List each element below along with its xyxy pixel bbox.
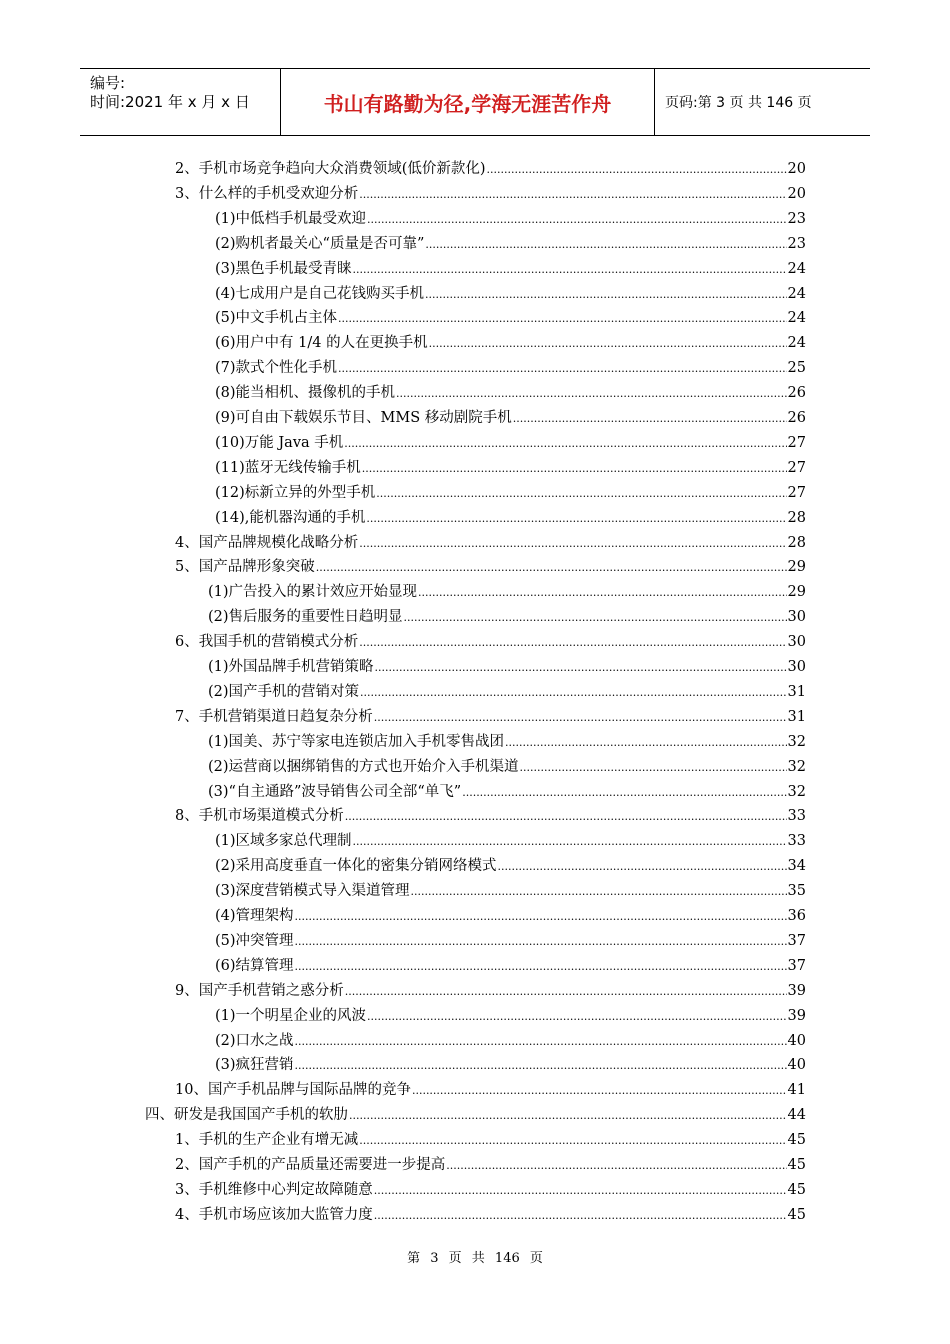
toc-entry[interactable]	[215, 357, 806, 379]
toc-entry-title: (3)疯狂营销	[215, 1057, 294, 1074]
toc-entry[interactable]	[208, 581, 806, 603]
header-page-info: 页码:第 3 页 共 146 页	[665, 95, 812, 111]
toc-entry-page: 33	[787, 808, 806, 825]
toc-entry-page: 24	[787, 260, 806, 277]
toc-entry-title: 10、国产手机品牌与国际品牌的竞争	[175, 1082, 411, 1099]
toc-entry-title: (2)售后服务的重要性日趋明显	[208, 609, 403, 626]
toc-dot-leader	[359, 1129, 786, 1152]
toc-entry-title: 6、我国手机的营销模式分析	[175, 634, 359, 651]
toc-entry[interactable]	[215, 1054, 806, 1076]
toc-dot-leader	[366, 507, 786, 530]
toc-entry-page: 23	[787, 210, 806, 227]
toc-entry-page: 33	[787, 833, 806, 850]
toc-entry-page: 32	[787, 783, 806, 800]
toc-entry-page: 24	[787, 285, 806, 302]
toc-entry-title: (1)广告投入的累计效应开始显现	[208, 584, 418, 601]
header-date: 时间:2021 年 x 月 x 日	[90, 93, 250, 111]
toc-dot-leader	[353, 258, 787, 281]
toc-dot-leader	[374, 706, 787, 729]
toc-entry[interactable]	[175, 158, 806, 180]
toc-entry-title: (5)中文手机占主体	[215, 310, 338, 327]
toc-entry-title: (2)国产手机的营销对策	[208, 683, 360, 700]
toc-dot-leader	[360, 681, 787, 704]
toc-entry-title: (6)用户中有 1/4 的人在更换手机	[215, 335, 428, 352]
toc-dot-leader	[418, 581, 787, 604]
toc-entry-title: (2)采用高度垂直一体化的密集分销网络模式	[215, 858, 497, 875]
toc-entry[interactable]	[215, 507, 806, 529]
toc-entry-title: (7)款式个性化手机	[215, 360, 338, 377]
toc-entry-title: 2、国产手机的产品质量还需要进一步提高	[175, 1157, 446, 1173]
toc-entry-title: (9)可自由下载娱乐节目、MMS 移动剧院手机	[215, 410, 512, 426]
page-footer: 第 3 页 共 146 页	[407, 1251, 543, 1266]
toc-entry-title: 7、手机营销渠道日趋复杂分析	[175, 708, 373, 725]
toc-entry-page: 27	[787, 434, 806, 451]
toc-entry-title: (4)七成用户是自己花钱购买手机	[215, 285, 425, 302]
toc-entry-page: 45	[787, 1206, 806, 1223]
toc-dot-leader	[498, 855, 787, 878]
toc-entry-title: 1、手机的生产企业有增无减	[175, 1132, 359, 1149]
toc-entry[interactable]	[208, 731, 806, 753]
toc-entry-title: 4、国产品牌规模化战略分析	[175, 534, 359, 551]
toc-entry-page: 45	[787, 1181, 806, 1198]
toc-entry-page: 37	[787, 957, 806, 974]
toc-entry-page: 30	[787, 609, 806, 626]
toc-entry-page: 41	[787, 1082, 806, 1099]
toc-entry[interactable]	[208, 681, 806, 703]
toc-entry-page: 28	[787, 509, 806, 526]
toc-dot-leader	[345, 805, 787, 828]
toc-entry[interactable]	[215, 1005, 806, 1027]
toc-entry[interactable]	[215, 208, 806, 230]
toc-entry-page: 24	[787, 310, 806, 327]
toc-dot-leader	[376, 482, 786, 505]
toc-entry[interactable]	[215, 307, 806, 329]
toc-entry-page: 31	[787, 708, 806, 725]
toc-entry-page: 20	[787, 185, 806, 202]
toc-entry-page: 28	[787, 534, 806, 551]
toc-dot-leader	[412, 1079, 787, 1102]
toc-entry-title: 4、手机市场应该加大监管力度	[175, 1206, 373, 1223]
toc-entry-page: 34	[787, 858, 806, 875]
toc-entry-page: 32	[787, 758, 806, 775]
toc-entry[interactable]	[208, 656, 806, 678]
toc-entry[interactable]	[175, 1179, 806, 1201]
toc-dot-leader	[429, 332, 787, 355]
toc-dot-leader	[367, 208, 787, 231]
toc-entry-title: (5)冲突管理	[215, 932, 294, 949]
toc-entry-page: 24	[787, 335, 806, 352]
toc-entry-page: 40	[787, 1057, 806, 1074]
toc-entry-title: 3、什么样的手机受欢迎分析	[175, 185, 359, 202]
toc-entry-title: (1)区域多家总代理制	[215, 833, 352, 850]
toc-entry-page: 44	[787, 1107, 806, 1124]
toc-dot-leader	[446, 1154, 786, 1177]
toc-dot-leader	[344, 432, 786, 455]
toc-entry-title: 2、手机市场竞争趋向大众消费领域(低价新款化)	[175, 161, 486, 177]
toc-dot-leader	[411, 880, 787, 903]
toc-entry[interactable]	[215, 407, 806, 429]
toc-entry-title: (4)管理架构	[215, 908, 294, 924]
toc-entry-title: (3)深度营销模式导入渠道管理	[215, 883, 410, 900]
toc-entry[interactable]	[175, 980, 806, 1002]
toc-dot-leader	[338, 357, 787, 380]
toc-entry-page: 30	[787, 659, 806, 675]
toc-entry-title: 8、手机市场渠道模式分析	[175, 808, 344, 825]
header-number-label: 编号:	[90, 74, 126, 92]
toc-entry-page: 39	[787, 1007, 806, 1024]
toc-dot-leader	[338, 307, 787, 330]
toc-entry-title: (2)运营商以捆绑销售的方式也开始介入手机渠道	[208, 758, 519, 775]
toc-dot-leader	[316, 556, 787, 579]
toc-entry[interactable]	[215, 332, 806, 354]
toc-entry[interactable]	[175, 706, 806, 728]
toc-entry[interactable]	[215, 905, 806, 927]
toc-entry[interactable]	[215, 880, 806, 902]
toc-entry[interactable]	[215, 382, 806, 404]
toc-dot-leader	[349, 1104, 787, 1127]
toc-entry[interactable]	[215, 457, 806, 479]
toc-entry-page: 23	[787, 235, 806, 252]
toc-entry[interactable]	[215, 955, 806, 977]
toc-entry-page: 25	[787, 360, 806, 377]
toc-entry-title: (10)万能 Java 手机	[215, 434, 344, 451]
toc-entry[interactable]	[175, 631, 806, 653]
toc-entry-title: 9、国产手机营销之惑分析	[175, 982, 344, 999]
toc-entry[interactable]	[215, 258, 806, 280]
toc-entry-page: 37	[787, 932, 806, 949]
toc-entry[interactable]	[145, 1104, 806, 1126]
toc-entry[interactable]	[175, 183, 806, 205]
toc-entry-page: 45	[787, 1132, 806, 1149]
toc-entry[interactable]	[215, 432, 806, 454]
toc-dot-leader	[295, 905, 787, 928]
toc-dot-leader	[295, 1030, 787, 1053]
toc-dot-leader	[359, 631, 786, 654]
toc-entry-title: 5、国产品牌形象突破	[175, 559, 315, 576]
toc-entry[interactable]	[208, 756, 806, 778]
toc-dot-leader	[513, 407, 787, 430]
toc-entry-page: 31	[787, 683, 806, 700]
toc-entry[interactable]	[215, 930, 806, 952]
toc-entry[interactable]	[208, 606, 806, 628]
toc-entry[interactable]	[215, 855, 806, 877]
toc-entry[interactable]	[175, 1129, 806, 1151]
toc-entry-page: 20	[787, 161, 806, 177]
toc-entry[interactable]	[175, 1079, 806, 1101]
page-header	[80, 68, 870, 136]
toc-entry-title: (1)一个明星企业的风波	[215, 1007, 367, 1024]
toc-entry[interactable]	[175, 532, 806, 554]
toc-entry[interactable]	[215, 233, 806, 255]
toc-dot-leader	[404, 606, 787, 629]
toc-entry-title: (12)标新立异的外型手机	[215, 484, 376, 501]
header-motto: 书山有路勤为径,学海无涯苦作舟	[281, 69, 655, 135]
toc-entry[interactable]	[175, 805, 806, 827]
toc-dot-leader	[367, 1005, 787, 1028]
toc-dot-leader	[425, 233, 786, 256]
toc-entry-title: (14),能机器沟通的手机	[215, 509, 366, 526]
toc-dot-leader	[396, 382, 787, 405]
toc-entry-title: (2)口水之战	[215, 1032, 294, 1049]
toc-entry-page: 39	[787, 982, 806, 999]
toc-dot-leader	[375, 656, 787, 679]
toc-dot-leader	[520, 756, 787, 779]
toc-entry-page: 26	[787, 410, 806, 426]
toc-entry-title: (1)外国品牌手机营销策略	[208, 659, 374, 675]
toc-dot-leader	[374, 1204, 787, 1227]
toc-entry[interactable]	[175, 556, 806, 578]
toc-entry-page: 29	[787, 584, 806, 601]
toc-dot-leader	[462, 781, 786, 804]
toc-entry-page: 40	[787, 1032, 806, 1049]
toc-entry[interactable]	[208, 781, 806, 803]
toc-dot-leader	[345, 980, 787, 1003]
toc-entry-title: (1)中低档手机最受欢迎	[215, 210, 367, 227]
toc-entry-page: 27	[787, 459, 806, 476]
toc-entry-title: (11)蓝牙无线传输手机	[215, 459, 361, 476]
toc-entry[interactable]	[215, 283, 806, 305]
toc-entry[interactable]	[175, 1204, 806, 1226]
toc-entry-title: (8)能当相机、摄像机的手机	[215, 385, 396, 402]
header-meta	[80, 69, 281, 135]
toc-dot-leader	[353, 830, 787, 853]
toc-dot-leader	[362, 457, 787, 480]
toc-entry-title: 四、研发是我国国产手机的软肋	[145, 1107, 348, 1124]
toc-entry[interactable]	[215, 830, 806, 852]
toc-entry-title: (6)结算管理	[215, 957, 294, 974]
toc-entry[interactable]	[175, 1154, 806, 1176]
toc-entry-title: (1)国美、苏宁等家电连锁店加入手机零售战团	[208, 733, 505, 750]
toc-dot-leader	[295, 955, 787, 978]
toc-entry-page: 32	[787, 733, 806, 750]
toc-entry-title: (3)“自主通路”波导销售公司全部“单飞”	[208, 783, 462, 800]
toc-entry-page: 29	[787, 559, 806, 576]
toc-entry-page: 27	[787, 484, 806, 501]
toc-dot-leader	[295, 1054, 787, 1077]
toc-dot-leader	[295, 930, 787, 953]
toc-entry-page: 30	[787, 634, 806, 651]
toc-entry-title: 3、手机维修中心判定故障随意	[175, 1181, 373, 1198]
toc-entry[interactable]	[215, 482, 806, 504]
toc-dot-leader	[359, 183, 786, 206]
toc-entry-page: 26	[787, 385, 806, 402]
toc-entry-page: 36	[787, 908, 806, 924]
toc-entry-title: (3)黑色手机最受青睐	[215, 260, 352, 277]
toc-dot-leader	[359, 532, 786, 555]
toc-dot-leader	[487, 158, 787, 181]
toc-dot-leader	[425, 283, 787, 306]
toc-dot-leader	[374, 1179, 787, 1202]
toc-entry-page: 45	[787, 1157, 806, 1173]
toc-dot-leader	[505, 731, 787, 754]
toc-entry[interactable]	[215, 1030, 806, 1052]
toc-entry-title: (2)购机者最关心“质量是否可靠”	[215, 235, 425, 252]
toc-entry-page: 35	[787, 883, 806, 900]
